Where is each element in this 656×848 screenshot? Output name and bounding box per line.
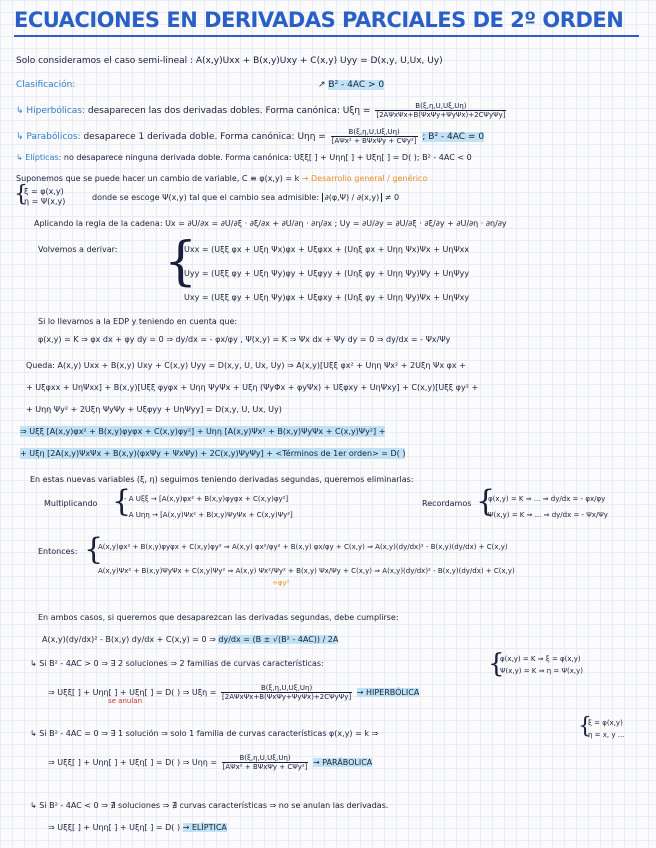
elliptic-text: no desaparece ninguna derivada doble. Forma canónica: Uξξ[ ] + Uηη[ ] + Uξη[ ] = D( ); B² - 4AC < 0 — [63, 153, 472, 162]
parabolic-fraction — [331, 128, 418, 145]
case1-line-1: ↳ Si B² - 4AC > 0 ⇒ ∃ 2 soluciones ⇒ 2 familias de curvas características: — [30, 659, 324, 668]
elim-brace: { — [112, 484, 132, 519]
elim-recall-label: Recordamos — [422, 499, 472, 508]
elim-mult-label: Multiplicando — [44, 499, 98, 508]
suppose-note: → Desarrollo general / genérico — [301, 174, 428, 183]
elim-text: En estas nuevas variables (ξ, η) seguimos teniendo derivadas segundas, queremos eliminarlas: — [30, 475, 414, 484]
case2-line-2 — [48, 754, 372, 771]
queda-line-1: Queda: A(x,y) Uxx + B(x,y) Uxy + C(x,y) Uyy = D(x,y, U, Ux, Uy) ⇒ A(x,y)[Uξξ φx² + Uηη Ψx² + 2Uξη Ψx φx + — [26, 361, 466, 370]
elim-m1: - A Uξξ → [A(x,y)φx² + B(x,y)φyφx + C(x,y)φy²] — [124, 495, 289, 503]
queda-line-5: + Uξη [2A(x,y)ΨxΨx + B(x,y)(φxΨy + ΨxΨy) + 2C(x,y)ΨyΨy] + <Términos de 1er orden> = D( ) — [20, 449, 406, 458]
discriminant-label: ↗ B² - 4AC > 0 — [318, 80, 385, 90]
parabolic-condition: ; B² - 4AC = 0 — [422, 132, 485, 142]
derive-uxx: Uxx = (Uξξ φx + Uξη Ψx)φx + Uξφxx + (Uηξ φx + Uηη Ψx)Ψx + UηΨxx — [184, 245, 470, 254]
elim-m2: - A Uηη → [A(x,y)Ψx² + B(x,y)ΨyΨx + C(x,y)Ψy²] — [124, 511, 293, 519]
chain-rule-text: Aplicando la regla de la cadena: — [34, 219, 163, 228]
queda-line-3: + Uηη Ψy² + 2Uξη ΨyΨy + Uξφyy + UηΨyy] = D(x,y, U, Ux, Uy) — [26, 405, 282, 414]
edp-text: Si lo llevamos a la EDP y teniendo en cuenta que: — [38, 317, 238, 326]
parabolic-label: ↳ Parabólicos: — [16, 132, 81, 142]
case1-numerator: B(ξ,η,U,Uξ,Uη) — [221, 684, 352, 693]
case2-system-1: ξ = φ(x,y) — [588, 719, 623, 727]
hyperbolic-label: ↳ Hiperbólicas: — [16, 106, 86, 116]
page-title: ECUACIONES EN DERIVADAS PARCIALES DE 2º ORDEN — [14, 8, 624, 32]
case2-equation: ⇒ Uξξ[ ] + Uηη[ ] + Uξη[ ] = D( ) ⇒ Uηη = — [48, 758, 218, 767]
ambos-text: En ambos casos, si queremos que desaparezcan las derivadas segundas, debe cumplirse: — [38, 613, 399, 622]
parabolic-text: desaparece 1 derivada doble. Forma canónica: Uηη = — [83, 132, 326, 142]
derive-label: Volvemos a derivar: — [38, 245, 118, 254]
discriminant-value: B² - 4AC > 0 — [328, 80, 385, 90]
hyperbolic-fraction — [375, 102, 506, 119]
suppose-sys-1: ξ = φ(x,y) — [24, 187, 64, 196]
case3-line-1: ↳ Si B² - 4AC < 0 ⇒ ∄ soluciones ⇒ ∄ curvas características ⇒ no se anulan las derivadas. — [30, 801, 389, 810]
suppose-text: Suponemos que se puede hacer un cambio de variable, C ≡ φ(x,y) = k — [16, 174, 300, 183]
case1-system-1: φ(x,y) = K ⇒ ξ = φ(x,y) — [500, 655, 581, 663]
case2-brace: { — [578, 714, 592, 739]
case2-system-2: η = x, y ... — [588, 731, 625, 739]
case1-system-2: Ψ(x,y) = K ⇒ η = Ψ(x,y) — [500, 667, 583, 675]
hyperbolic-text: desaparecen las dos derivadas dobles. Forma canónica: Uξη = — [87, 106, 371, 116]
derive-uyy: Uyy = (Uξξ φy + Uξη Ψy)φy + Uξφyy + (Uηξ φy + Uηη Ψy)Ψy + UηΨyy — [184, 269, 470, 278]
case1-fraction — [221, 684, 352, 701]
entonces-e2: A(x,y)Ψx² + B(x,y)ΨyΨx + C(x,y)Ψy² ⇒ A(x,y) Ψx²/Ψy² + B(x,y) Ψx/Ψy + C(x,y) ⇒ A(x,y)(dy/dx)² - B(x,y)(dy/dx) + C(x,y) — [98, 567, 515, 575]
chain-rule-uy: Uy = ∂U/∂y = ∂U/∂ξ · ∂ξ/∂y + ∂U/∂η · ∂η/∂y — [339, 219, 507, 228]
edp-relation-1: φ(x,y) = K ⇒ φx dx + φy dy = 0 ⇒ dy/dx = - φx/φy — [38, 335, 238, 344]
hyperbolic-numerator: B(ξ,η,U,Uξ,Uη) — [375, 102, 506, 111]
case3-line-2 — [48, 822, 227, 833]
case1-tag: → HIPERBÓLICA — [356, 688, 420, 697]
queda-line-2: + Uξφxx + UηΨxx] + B(x,y)[Uξξ φyφx + Uηη ΨyΨx + Uξη (ΨyΦx + φyΨx) + Uξφxy + UηΨxy] + C(x,y)[Uξξ φy² + — [26, 383, 479, 392]
case1-brace: { — [488, 649, 505, 679]
entonces-e1: A(x,y)φx² + B(x,y)φyφx + C(x,y)φy² ⇒ A(x,y) φx²/φy² + B(x,y) φx/φy + C(x,y) ⇒ A(x,y)(dy/dx)² - B(x,y)(dy/dx) + C(x,y) — [98, 543, 508, 551]
suppose-condition — [92, 192, 399, 203]
case3-equation: ⇒ Uξξ[ ] + Uηη[ ] + Uξη[ ] = D( ) — [48, 823, 181, 832]
parabolic-line — [16, 128, 484, 145]
ambos-equation: A(x,y)(dy/dx)² - B(x,y) dy/dx + C(x,y) = 0 ⇒ — [42, 635, 216, 644]
derive-brace: { — [164, 232, 198, 292]
chain-rule-line — [34, 218, 507, 229]
jacobian: ∂(φ,Ψ) / ∂(x,y) — [322, 193, 383, 202]
ambos-solution: dy/dx = (B ± √(B² - 4AC)) / 2A — [218, 635, 339, 644]
chain-rule-ux: Ux = ∂U/∂x = ∂U/∂ξ · ∂ξ/∂x + ∂U/∂η · ∂η/∂x ; — [165, 219, 338, 228]
clasificacion-label: Clasificación: — [16, 80, 76, 90]
intro-line: Solo consideramos el caso semi-lineal : A(x,y)Uxx + B(x,y)Uxy + C(x,y) Uyy = D(x,y, U,Ux, Uy) — [16, 56, 443, 66]
elim-r1: φ(x,y) = K ⇒ ... ⇒ dy/dx = - φx/φy — [488, 495, 606, 503]
case2-line-1: ↳ Si B² - 4AC = 0 ⇒ ∃ 1 solución ⇒ solo 1 familia de curvas características φ(x,y) = k ⇒ — [30, 729, 379, 738]
hyperbolic-line — [16, 102, 508, 119]
entonces-brace: { — [84, 532, 104, 567]
elliptic-line — [16, 152, 472, 163]
suppose-sys-2: η = Ψ(x,y) — [24, 197, 66, 206]
parabolic-numerator: B(ξ,η,U,Uξ,Uη) — [331, 128, 418, 137]
case1-denominator: [2AΨxΨx+B(ΨxΨy+ΨyΨx)+2CΨyΨy] — [222, 693, 352, 701]
entonces-note: ÷φy² — [272, 579, 290, 587]
case1-line-2 — [48, 684, 419, 701]
elim-recall-brace: { — [476, 484, 496, 519]
title-underline — [14, 35, 639, 37]
derive-uxy: Uxy = (Uξξ φy + Uξη Ψy)φx + Uξφxy + (Uηξ φy + Uηη Ψy)Ψx + UηΨxy — [184, 293, 470, 302]
suppose-condition-text: donde se escoge Ψ(x,y) tal que el cambio sea admisible: — [92, 193, 320, 202]
case1-anulan: se anulan — [108, 697, 143, 705]
queda-line-4: ⇒ Uξξ [A(x,y)φx² + B(x,y)φyφx + C(x,y)φy²] + Uηη [A(x,y)Ψx² + B(x,y)ΨyΨx + C(x,y)Ψy²] + — [20, 427, 386, 436]
case2-tag: → PARÁBOLICA — [313, 758, 373, 767]
suppose-brace: { — [14, 182, 28, 207]
elliptic-label: ↳ Elípticas: — [16, 153, 62, 162]
edp-relations — [38, 334, 450, 345]
entonces-label: Entonces: — [38, 547, 78, 556]
case2-numerator: B(ξ,η,U,Uξ,Uη) — [222, 754, 309, 763]
suppose-line — [16, 173, 427, 184]
ambos-equation-line — [42, 634, 338, 645]
edp-relation-2: , Ψ(x,y) = K ⇒ Ψx dx + Ψy dy = 0 ⇒ dy/dx = - Ψx/Ψy — [240, 335, 451, 344]
case2-fraction — [222, 754, 309, 771]
case3-tag: → ELÍPTICA — [182, 823, 227, 832]
case2-denominator: [AΨx² + BΨxΨy + CΨy²] — [222, 763, 308, 771]
case1-equation: ⇒ Uξξ[ ] + Uηη[ ] + Uξη[ ] = D( ) ⇒ Uξη = — [48, 688, 217, 697]
parabolic-denominator: [AΨx² + BΨxΨy + CΨy²] — [331, 137, 417, 145]
hyperbolic-denominator: [2AΨxΨx+B(ΨxΨy+ΨyΨx)+2CΨyΨy] — [376, 111, 506, 119]
elim-r2: Ψ(x,y) = K ⇒ ... ⇒ dy/dx = - Ψx/Ψy — [488, 511, 608, 519]
jacobian-neq: ≠ 0 — [384, 193, 400, 202]
